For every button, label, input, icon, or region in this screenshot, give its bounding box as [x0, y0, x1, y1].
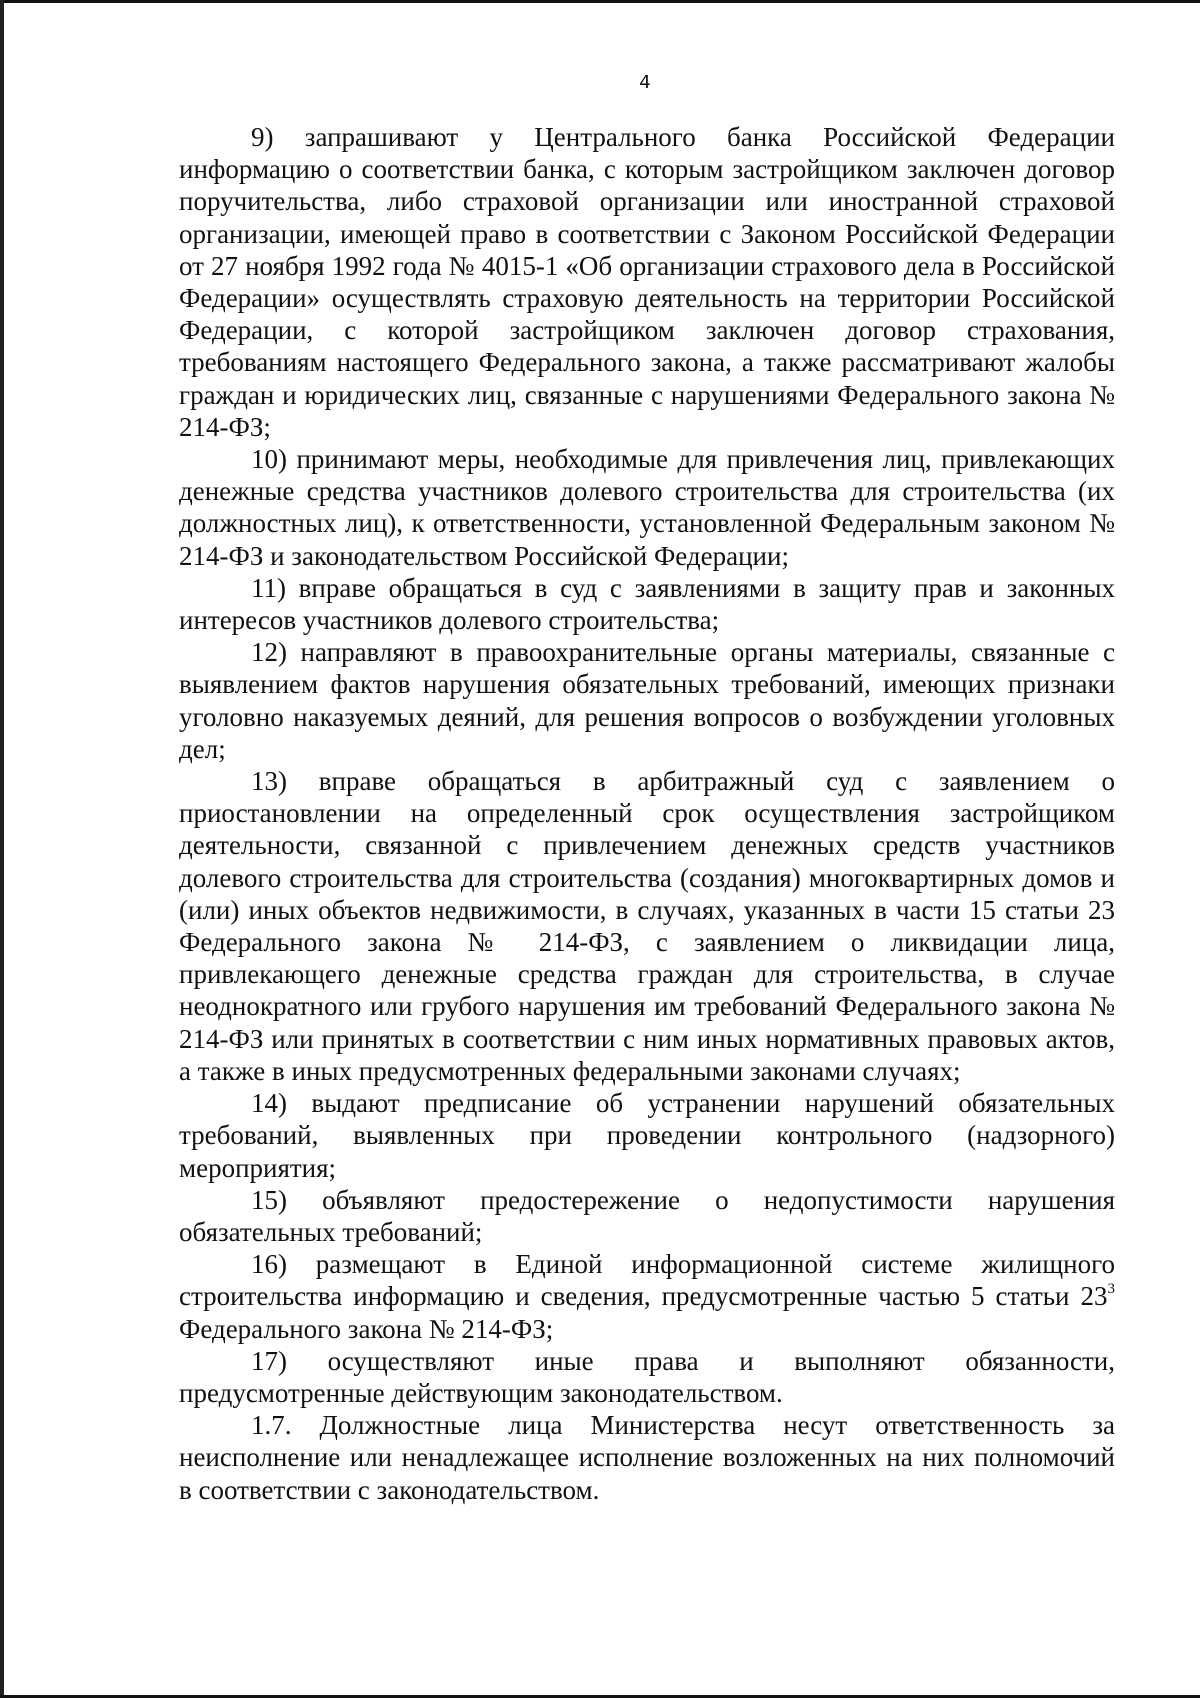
page-number: 4 [639, 72, 651, 93]
paragraph-16-superscript: 3 [1107, 1281, 1115, 1298]
document-body [179, 121, 1115, 1506]
scan-edge-top [0, 0, 1200, 3]
paragraph-item-17: 17) осуществляют иные права и выполняют обязанности, предусмотренные действующим законодательством. [179, 1345, 1115, 1408]
paragraph-item-14: 14) выдают предписание об устранении нарушений обязательных требований, выявленных при проведении контрольного (надзорного) мероприятия; [179, 1088, 1115, 1183]
paragraph-item-16 [179, 1248, 1115, 1345]
paragraph-item-15: 15) объявляют предостережение о недопустимости нарушения обязательных требований; [179, 1184, 1115, 1247]
scan-edge-left [0, 0, 4, 1698]
paragraph-item-11: 11) вправе обращаться в суд с заявлениями в защиту прав и законных интересов участников долевого строительства; [179, 572, 1115, 636]
paragraph-item-9: 9) запрашивают у Центрального банка Российской Федерации информацию о соответствии банка, с которым застройщиком заключен договор поручительства, либо страховой организации или иностранной страховой организации, имеющей право в соответствии с Законом Российской Федерации от 27 ноября 1992 года № 4015-1 «Об организации страхового дела в Российской Федерации» осуществлять страховую деятельность на территории Российской Федерации, с которой застройщиком заключен договор страхования, требованиям настоящего Федерального закона, а также рассматривают жалобы граждан и юридических лиц, связанные с нарушениями Федерального закона № 214-ФЗ; [179, 122, 1115, 442]
paragraph-item-10: 10) принимают меры, необходимые для привлечения лиц, привлекающих денежные средства участников долевого строительства для строительства (их должностных лиц), к ответственности, установленной Федеральным законом № 214-ФЗ и законодательством Российской Федерации; [179, 444, 1115, 571]
paragraph-16-text-end: Федерального закона № 214-ФЗ; [179, 1313, 554, 1344]
paragraph-item-13: 13) вправе обращаться в арбитражный суд с заявлением о приостановлении на определенный срок осуществления застройщиком деятельности, связанной с привлечением денежных средств участников долевого строительства для строительства (создания) многоквартирных домов и (или) иных объектов недвижимости, в случаях, указанных в части 15 статьи 23 Федерального закона № 214-ФЗ, с заявлением о ликвидации лица, привлекающего денежные средства граждан для строительства, в случае неоднократного или грубого нарушения им требований Федерального закона № 214-ФЗ или принятых в соответствии с ним иных нормативных правовых актов, а также в иных предусмотренных федеральными законами случаях; [179, 766, 1115, 1086]
paragraph-item-12: 12) направляют в правоохранительные органы материалы, связанные с выявлением фактов нарушения обязательных требований, имеющих признаки уголовно наказуемых деяний, для решения вопросов о возбуждении уголовных дел; [179, 637, 1115, 764]
paragraph-16-text: 16) размещают в Единой информационной системе жилищного строительства информацию и сведения, предусмотренные частью 5 статьи 23 [179, 1249, 1115, 1312]
paragraph-section-1-7: 1.7. Должностные лица Министерства несут ответственность за неисполнение или ненадлежащее исполнение возложенных на них полномочий в соответствии с законодательством. [179, 1410, 1115, 1505]
